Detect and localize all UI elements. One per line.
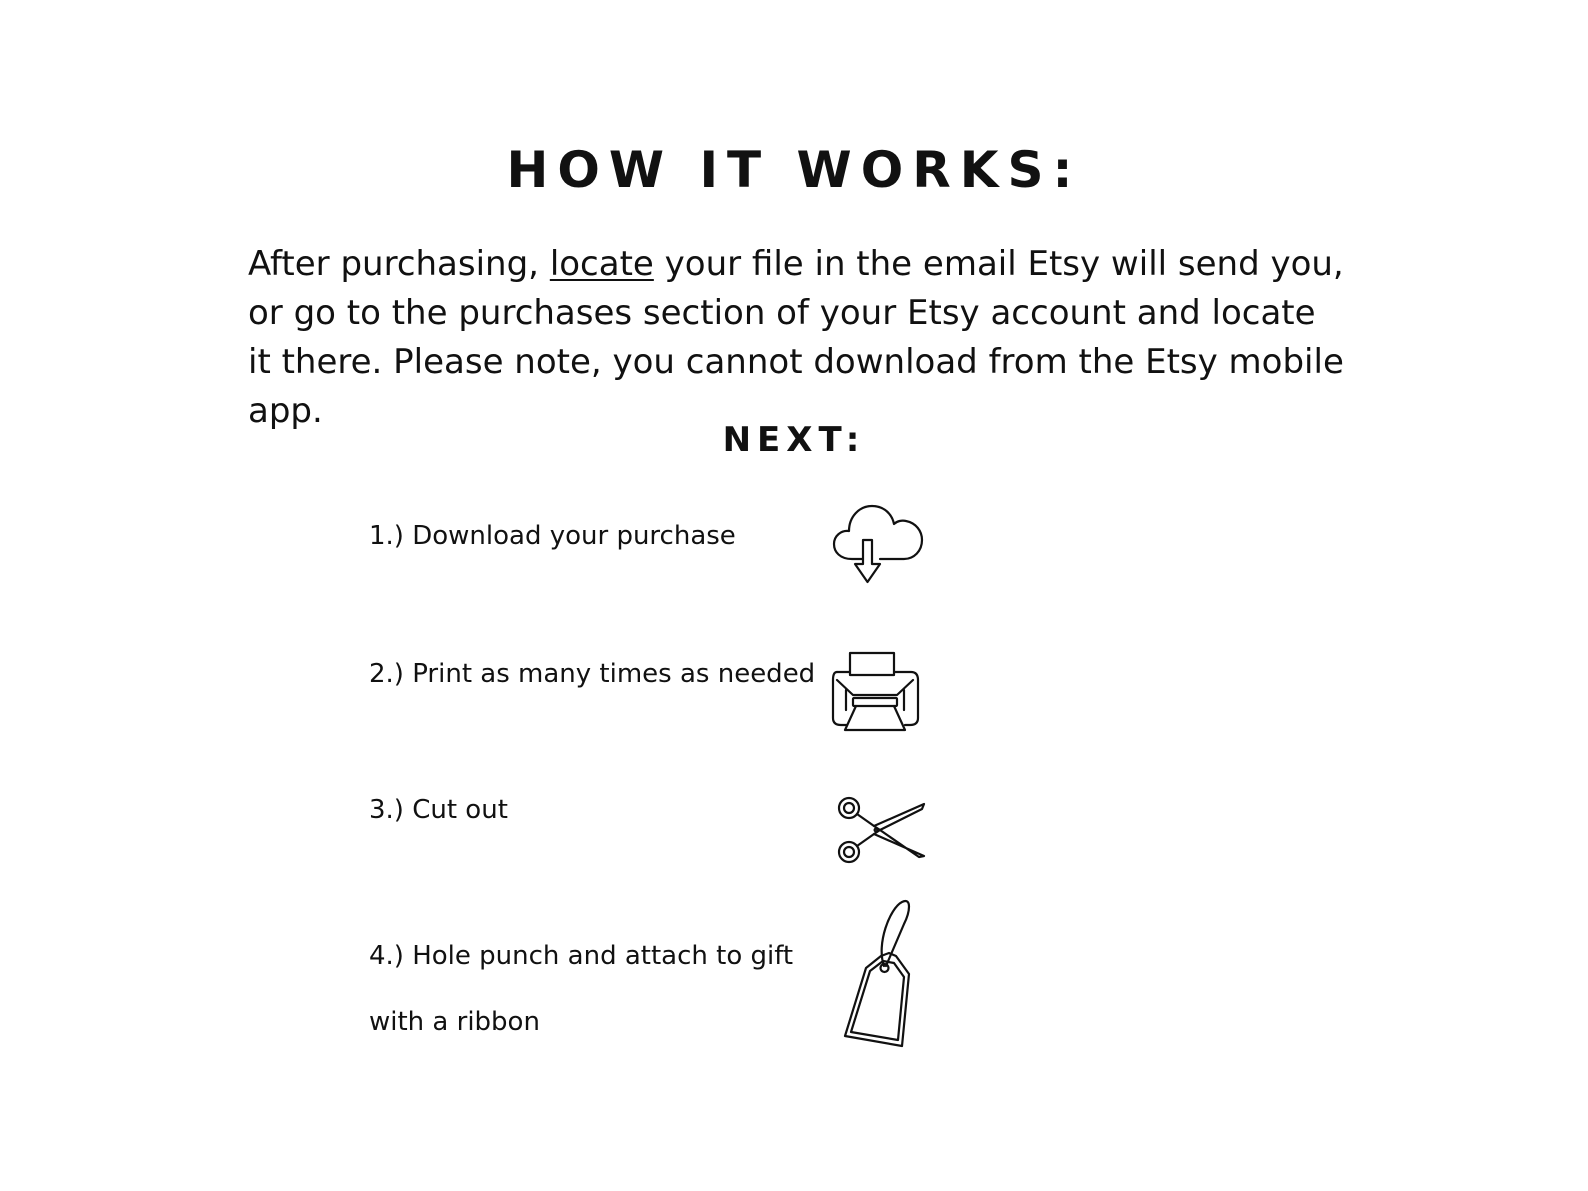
step-4-line-1: 4.) Hole punch and attach to gift	[369, 941, 794, 971]
step-4-line-2: with a ribbon	[369, 1007, 540, 1037]
step-3-text: 3.) Cut out	[369, 795, 508, 825]
page-title: HOW IT WORKS:	[506, 141, 1082, 199]
next-heading: NEXT:	[722, 420, 866, 460]
scissors-icon	[836, 795, 928, 865]
intro-text-end: your file in the email Etsy will send you, or go to the purchases section of your Etsy account and locate it there. Please note, you cannot download from the Etsy mobile app.	[248, 244, 1344, 431]
locate-word: locate	[549, 244, 654, 284]
cloud-download-icon	[832, 502, 928, 594]
step-2-text: 2.) Print as many times as needed	[369, 659, 816, 689]
gift-tag-icon	[838, 898, 928, 1048]
intro-paragraph	[248, 240, 1348, 436]
step-1-text: 1.) Download your purchase	[369, 521, 736, 551]
printer-icon	[831, 650, 925, 742]
intro-text-start: After purchasing,	[248, 244, 550, 284]
